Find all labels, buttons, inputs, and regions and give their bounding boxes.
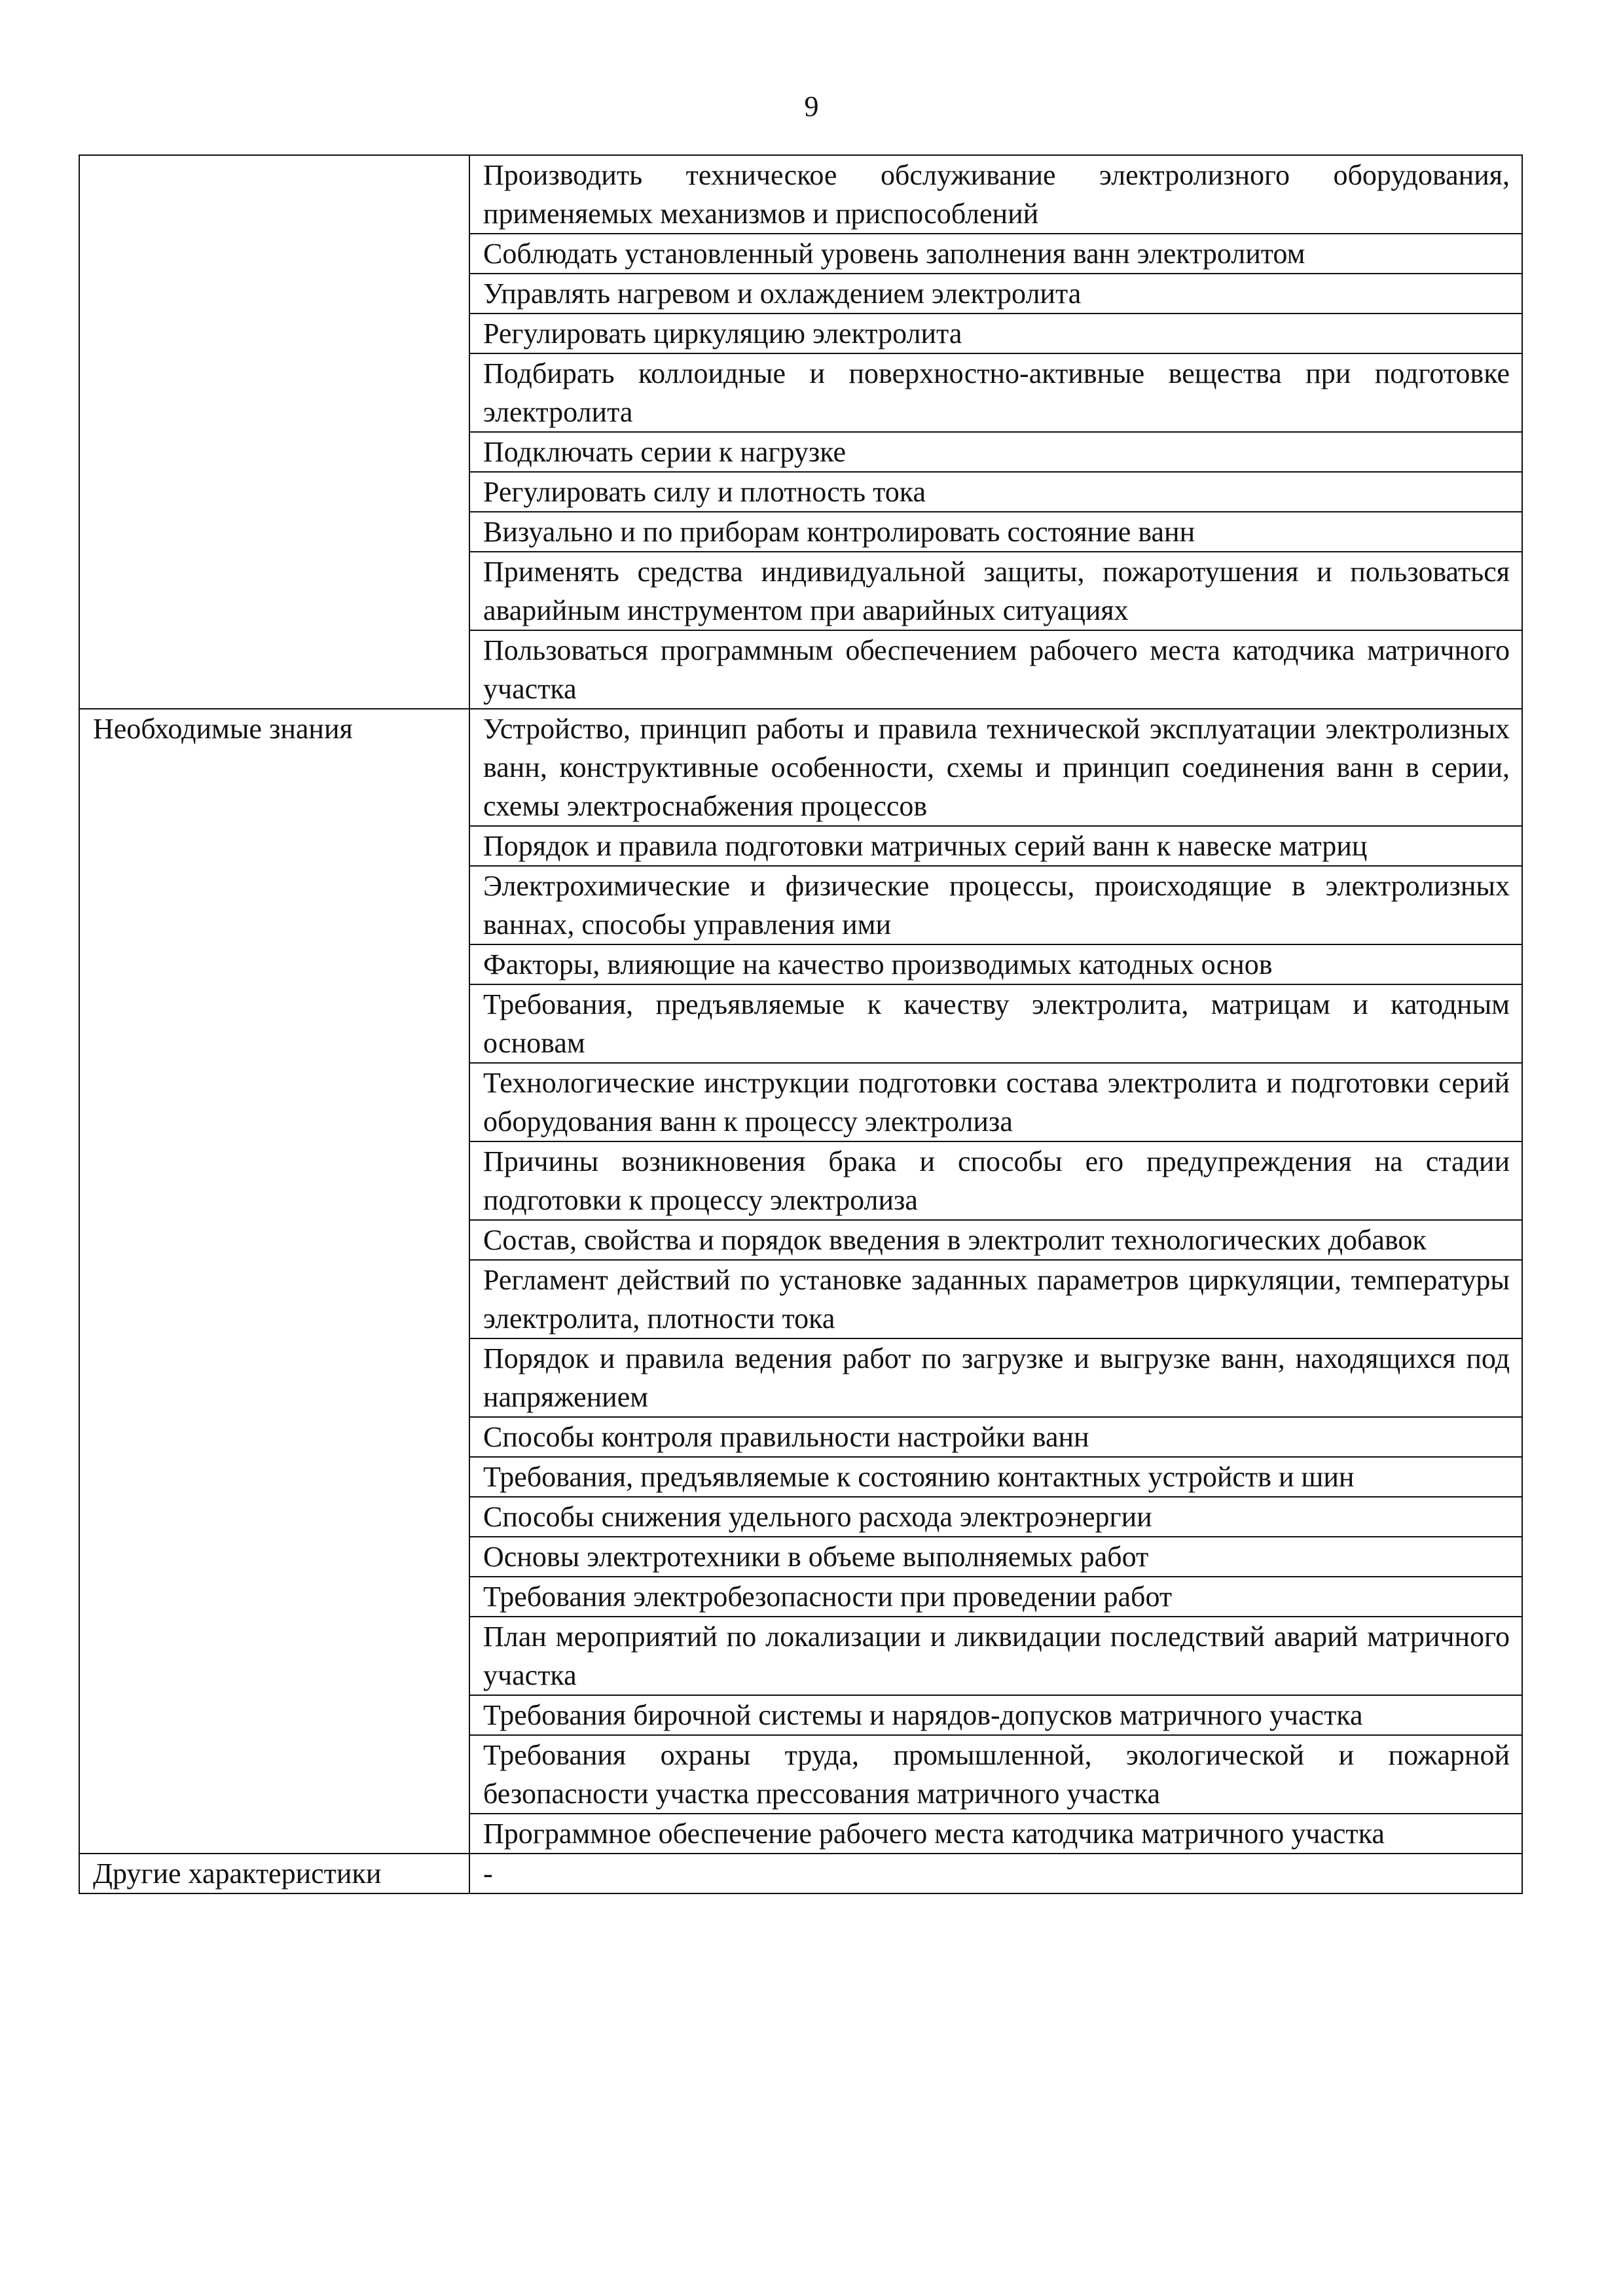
- skill-item: Управлять нагревом и охлаждением электролита: [469, 274, 1522, 314]
- knowledge-item: Требования электробезопасности при проведении работ: [469, 1577, 1522, 1617]
- requirements-table: [79, 154, 1523, 1894]
- knowledge-item: Технологические инструкции подготовки состава электролита и подготовки серий оборудования ванн к процессу электролиза: [469, 1063, 1522, 1141]
- knowledge-item: Устройство, принцип работы и правила технической эксплуатации электролизных ванн, конструктивные особенности, схемы и принцип соединения ванн в серии, схемы электроснабжения процессов: [469, 709, 1522, 826]
- skill-item: Визуально и по приборам контролировать состояние ванн: [469, 512, 1522, 552]
- table-row: [79, 709, 1522, 826]
- knowledge-item: Порядок и правила ведения работ по загрузке и выгрузке ванн, находящихся под напряжением: [469, 1338, 1522, 1417]
- knowledge-item: Способы контроля правильности настройки ванн: [469, 1417, 1522, 1457]
- page-number: 9: [804, 90, 819, 122]
- knowledge-item: Электрохимические и физические процессы, происходящие в электролизных ваннах, способы управления ими: [469, 866, 1522, 944]
- skill-item: Подбирать коллоидные и поверхностно-активные вещества при подготовке электролита: [469, 353, 1522, 432]
- knowledge-item: Требования бирочной системы и нарядов-допусков матричного участка: [469, 1695, 1522, 1735]
- skill-item: Применять средства индивидуальной защиты, пожаротушения и пользоваться аварийным инструментом при аварийных ситуациях: [469, 552, 1522, 630]
- skill-item: Пользоваться программным обеспечением рабочего места катодчика матричного участка: [469, 630, 1522, 709]
- skill-item: Производить техническое обслуживание электролизного оборудования, применяемых механизмов и приспособлений: [469, 155, 1522, 234]
- knowledge-item: Требования, предъявляемые к качеству электролита, матрицам и катодным основам: [469, 984, 1522, 1063]
- other-label: Другие характеристики: [79, 1854, 469, 1893]
- table-row: [79, 1854, 1522, 1893]
- knowledge-item: Причины возникновения брака и способы его предупреждения на стадии подготовки к процессу электролиза: [469, 1141, 1522, 1220]
- skill-item: Подключать серии к нагрузке: [469, 432, 1522, 472]
- knowledge-item: Способы снижения удельного расхода электроэнергии: [469, 1497, 1522, 1537]
- knowledge-item: Состав, свойства и порядок введения в электролит технологических добавок: [469, 1220, 1522, 1260]
- knowledge-item: Требования, предъявляемые к состоянию контактных устройств и шин: [469, 1457, 1522, 1497]
- other-value: -: [469, 1854, 1522, 1893]
- knowledge-label: Необходимые знания: [79, 709, 469, 1854]
- knowledge-item: Порядок и правила подготовки матричных серий ванн к навеске матриц: [469, 826, 1522, 866]
- knowledge-item: Регламент действий по установке заданных параметров циркуляции, температуры электролита, плотности тока: [469, 1260, 1522, 1338]
- knowledge-item: Основы электротехники в объеме выполняемых работ: [469, 1537, 1522, 1577]
- knowledge-item: Факторы, влияющие на качество производимых катодных основ: [469, 944, 1522, 984]
- skill-item: Регулировать силу и плотность тока: [469, 472, 1522, 512]
- knowledge-item: Требования охраны труда, промышленной, экологической и пожарной безопасности участка прессования матричного участка: [469, 1735, 1522, 1814]
- skills-label-cell: [79, 155, 469, 709]
- skill-item: Регулировать циркуляцию электролита: [469, 314, 1522, 353]
- skill-item: Соблюдать установленный уровень заполнения ванн электролитом: [469, 234, 1522, 274]
- knowledge-item: Программное обеспечение рабочего места катодчика матричного участка: [469, 1814, 1522, 1854]
- table-row: [79, 155, 1522, 234]
- knowledge-item: План мероприятий по локализации и ликвидации последствий аварий матричного участка: [469, 1617, 1522, 1695]
